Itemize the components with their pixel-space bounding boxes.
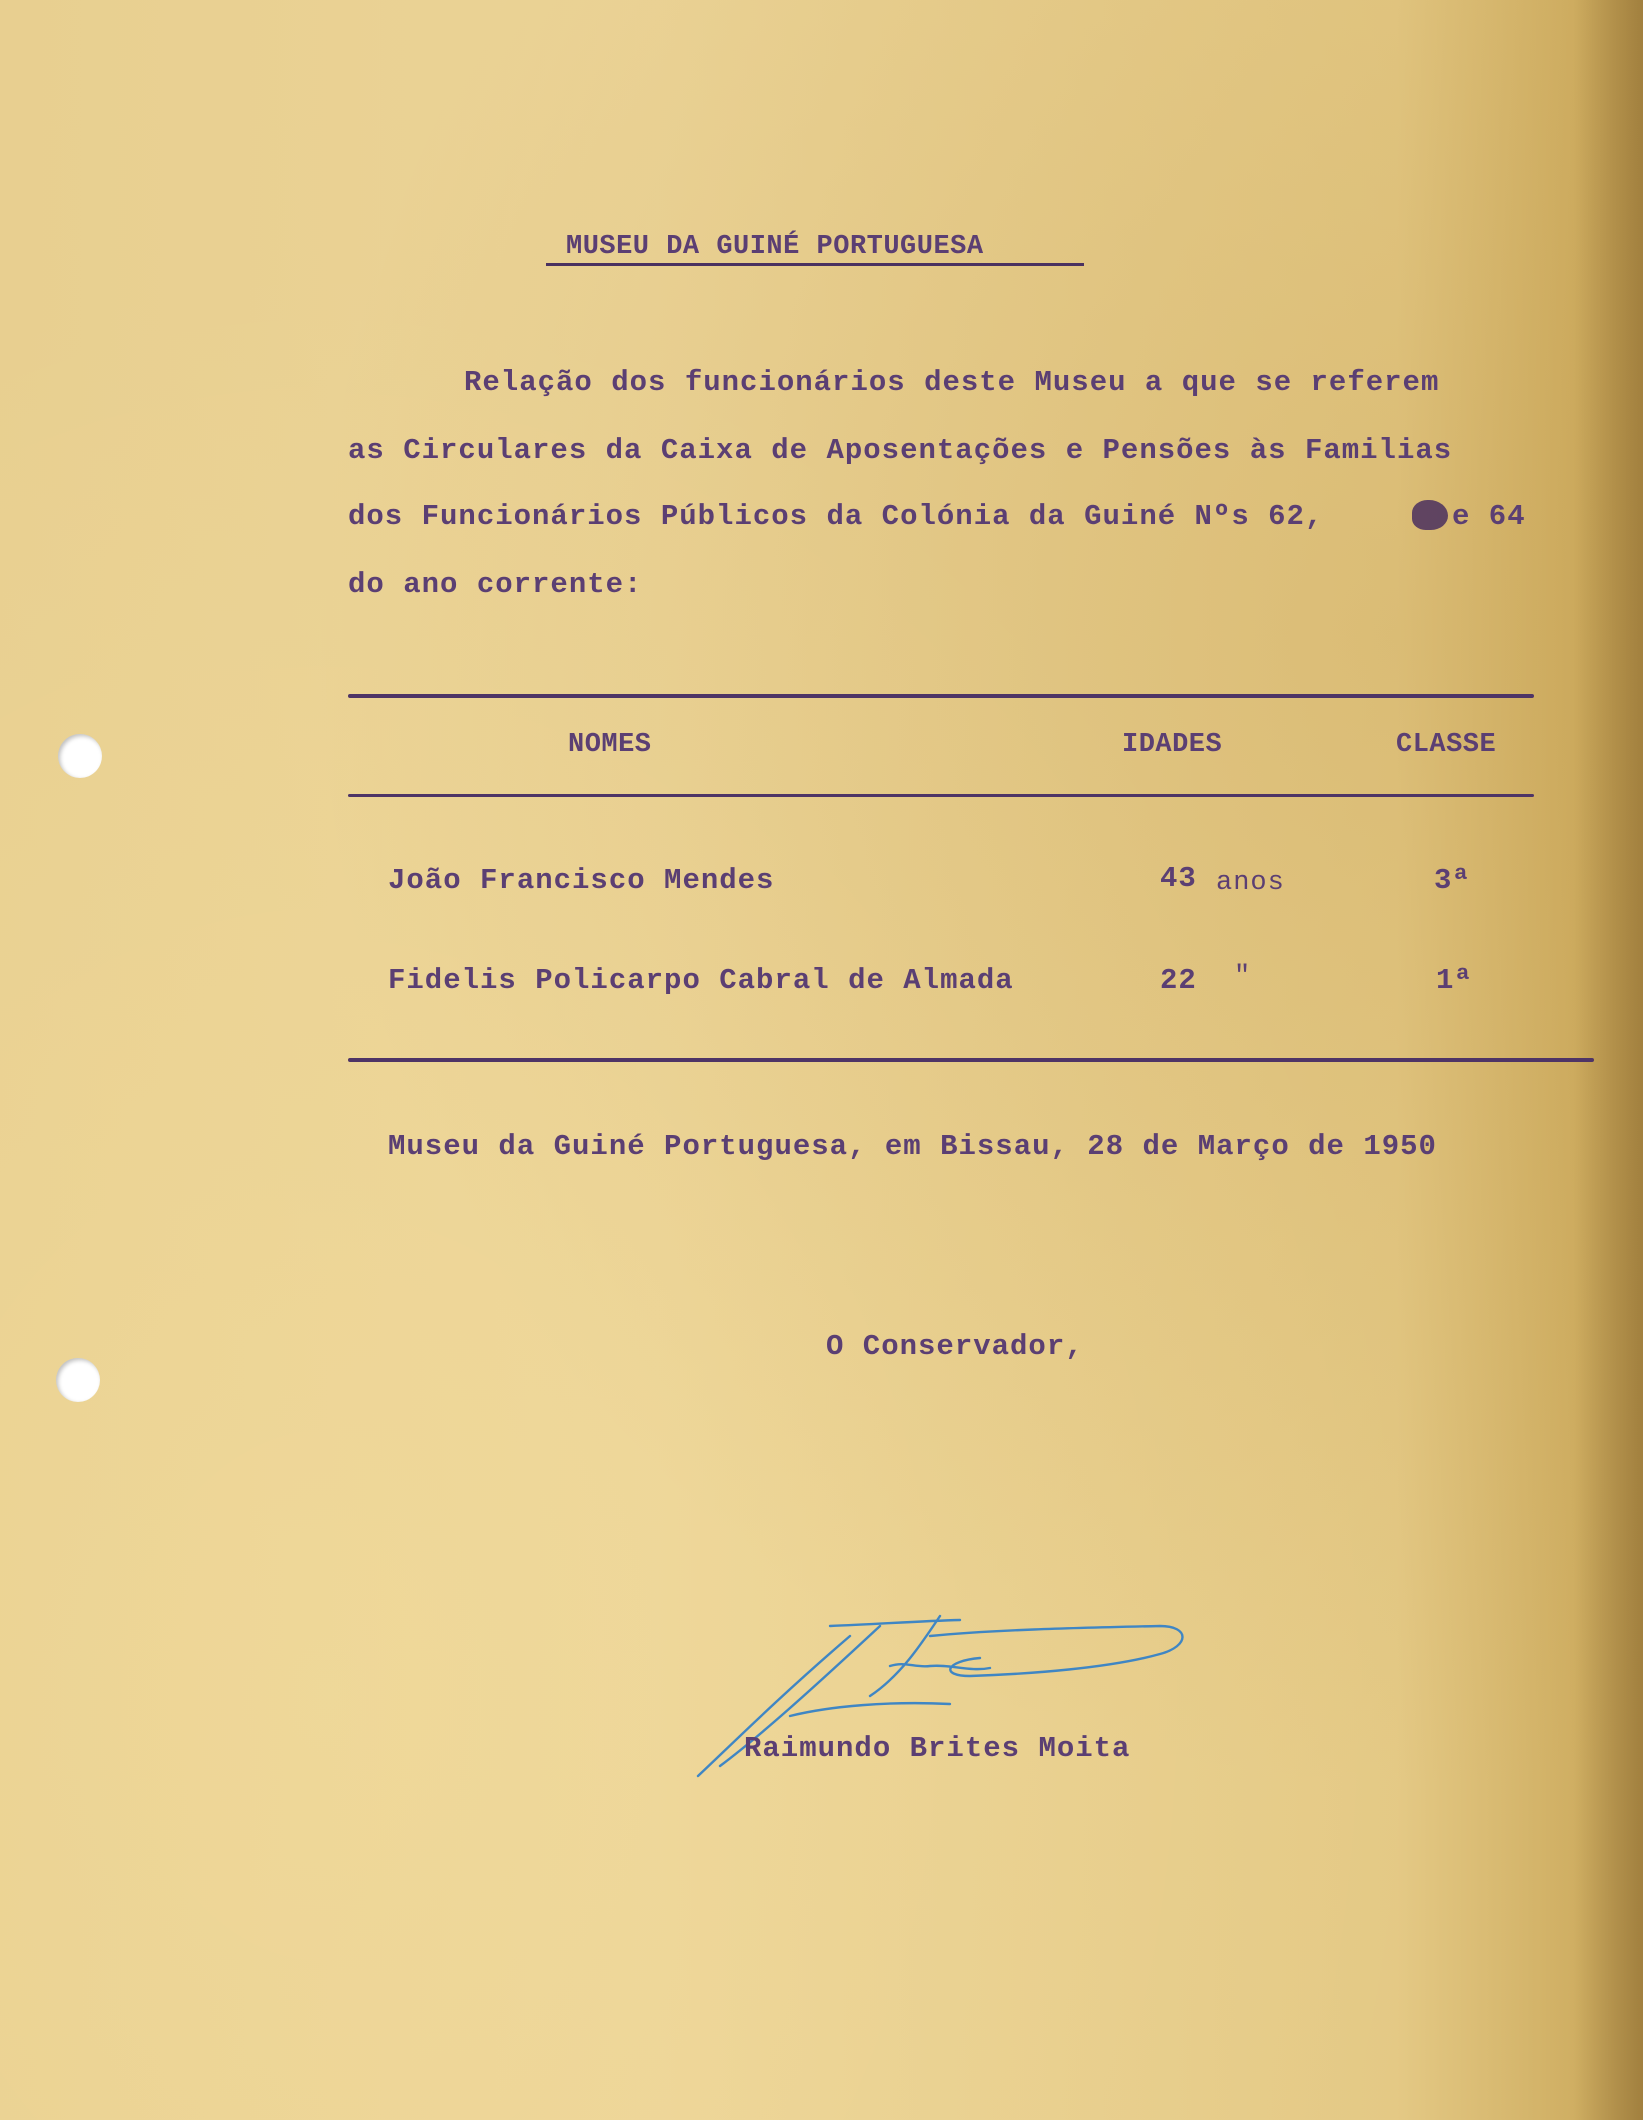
intro-line-1: Relação dos funcionários deste Museu a que se referem xyxy=(464,366,1440,399)
signature-stroke-4 xyxy=(870,1616,940,1696)
column-header-class: CLASSE xyxy=(1396,730,1497,760)
signature-stroke-7 xyxy=(790,1703,950,1716)
ink-blot xyxy=(1412,500,1448,530)
table-row-2-name: Fidelis Policarpo Cabral de Almada xyxy=(388,964,1014,997)
column-header-names: NOMES xyxy=(568,730,652,760)
signature-stroke-2 xyxy=(830,1620,960,1626)
place-date-line: Museu da Guiné Portuguesa, em Bissau, 28 de Março de 1950 xyxy=(388,1130,1437,1163)
closing-title: O Conservador, xyxy=(826,1330,1084,1363)
table-bottom-rule xyxy=(348,1058,1594,1062)
table-row-1-age: 43 xyxy=(1160,862,1197,895)
signatory-name: Raimundo Brites Moita xyxy=(744,1732,1131,1765)
intro-line-3-end: e 64 xyxy=(1452,500,1526,533)
table-header-rule xyxy=(348,794,1534,797)
intro-line-3: dos Funcionários Públicos da Colónia da Guiné Nºs 62, xyxy=(348,500,1324,533)
intro-line-4: do ano corrente: xyxy=(348,568,643,601)
intro-line-2: as Circulares da Caixa de Aposentações e Pensões às Familias xyxy=(348,434,1453,467)
table-row-1-class: 3ª xyxy=(1434,864,1471,897)
title-underline xyxy=(546,263,1084,266)
document-title: MUSEU DA GUINÉ PORTUGUESA xyxy=(566,232,984,262)
table-row-2-class: 1ª xyxy=(1436,964,1473,997)
table-row-1-age-unit: anos xyxy=(1216,868,1285,898)
column-header-ages: IDADES xyxy=(1122,730,1223,760)
table-row-1-name: João Francisco Mendes xyxy=(388,864,775,897)
signature-stroke-6 xyxy=(890,1664,990,1669)
handwritten-signature xyxy=(690,1606,1200,1796)
table-top-rule xyxy=(348,694,1534,698)
punch-hole-top xyxy=(58,734,102,778)
table-row-2-age: 22 xyxy=(1160,964,1197,997)
punch-hole-bottom xyxy=(56,1358,100,1402)
table-row-2-age-unit: " xyxy=(1234,962,1252,992)
